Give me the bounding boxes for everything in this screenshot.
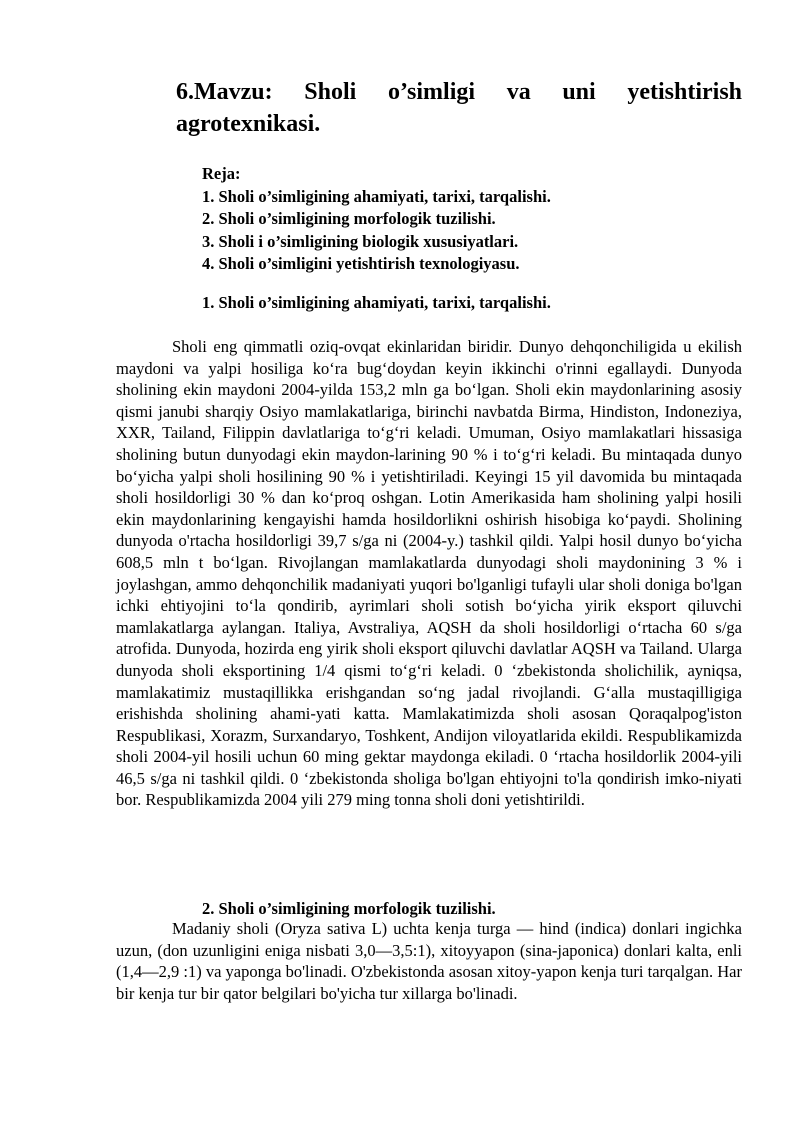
section-1-heading: 1. Sholi o’simligining ahamiyati, tarixi, tarqalishi. — [202, 293, 551, 312]
plan-item: 4. Sholi o’simligini yetishtirish texnologiyasu. — [202, 254, 520, 273]
plan-item: 2. Sholi o’simligining morfologik tuzilishi. — [202, 209, 496, 228]
lesson-plan — [202, 163, 762, 276]
section-1-paragraph: Sholi eng qimmatli oziq-ovqat ekinlaridan biridir. Dunyo dehqonchiligida u ekilish maydoni va yalpi hosiliga ko‘ra bug‘doydan keyin ikkinchi o'rinni egallaydi. Dunyoda sholining ekin maydoni 2004-yilda 153,2 mln ga bo‘lgan. Sholi ekin maydonlarining asosiy qismi janubi sharqiy Osiyo mamlakatlariga, birinchi navbatda Birma, Hindiston, Indoneziya, XXR, Tailand, Filippin davlatlariga to‘g‘ri keladi. Umuman, Osiyo mamlakatlari hissasiga sholining butun dunyodagi ekin maydon-larining 90 % i to‘g‘ri keladi. Bu mintaqada dunyo bo‘yicha yalpi sholi hosilining 90 % i yetishtiriladi. Keyingi 15 yil davomida bu mintaqada sholi hosildorligi 30 % dan ko‘proq oshgan. Lotin Amerikasida ham sholining yalpi hosili ekin maydonlarining kengayishi hamda hosildorlikni oshirish hisobiga ko‘paydi. Sholining dunyoda o'rtacha hosildorligi 39,7 s/ga ni (2004-y.) tashkil qildi. Yalpi hosil dunyo bo‘yicha 608,5 mln t bo‘lgan. Rivojlangan mamlakatlarda dunyodagi sholi maydonining 3 % i joylashgan, ammo dehqonchilik madaniyati yuqori bo'lganligi tufayli ular sholi doniga bo'lgan ichki ehtiyojini to‘la qondirib, ayrimlari sholi sotish bo‘yicha yirik eksport qiluvchi mamlakatlarga aylangan. Italiya, Avstraliya, AQSH da sholi hosildorligi o‘rtacha 60 s/ga atrofida. Dunyoda, hozirda eng yirik sholi eksport qiluvchi davlatlar AQSH va Tailand. Ularga dunyoda sholi eksportining 1/4 qismi to‘g‘ri keladi. 0 ‘zbekistonda sholichilik, ayniqsa, mamlakatimiz mustaqillikka erishgandan so‘ng jadal rivojlandi. G‘alla mustaqilligiga erishishda sholining ahami-yati katta. Mamlakatimizda sholi asosan Qoraqalpog'iston Respublikasi, Xorazm, Surxandaryo, Toshkent, Andijon viloyatlarida ekildi. Respublikamizda sholi 2004-yil hosili uchun 60 ming gektar maydonga ekiladi. 0 ‘rtacha hosildorlik 2004-yili 46,5 s/ga ni tashkil qildi. 0 ‘zbekistonda sholiga bo'lgan ehtiyojni to'la qondirish imko-niyati bor. Respublikamizda 2004 yili 279 ming tonna sholi doni yetishtirildi. — [116, 337, 742, 810]
plan-item: 3. Sholi i o’simligining biologik xususiyatlari. — [202, 231, 519, 251]
document-title: 6.Mavzu: Sholi o’simligi va uni yetishtirish agrotexnikasi. — [176, 79, 742, 137]
section-2-heading: 2. Sholi o’simligining morfologik tuzilishi. — [202, 899, 496, 918]
plan-heading: Reja: — [202, 164, 241, 183]
plan-item: 1. Sholi o’simligining ahamiyati, tarixi, tarqalishi. — [202, 186, 551, 206]
section-2-paragraph: Madaniy sholi (Oryza sativa L) uchta kenja turga — hind (indica) donlari ingichka uzun, (don uzunligini eniga nisbati 3,0—3,5:1), xitoyyapon (sina-japonica) donlari kalta, enli (1,4—2,9 :1) va yaponga bo'linadi. O'zbekistonda asosan xitoy-yapon kenja turi tarqalgan. Har bir kenja tur bir qator belgilari bo'yicha tur xillarga bo'linadi. — [116, 919, 742, 1003]
